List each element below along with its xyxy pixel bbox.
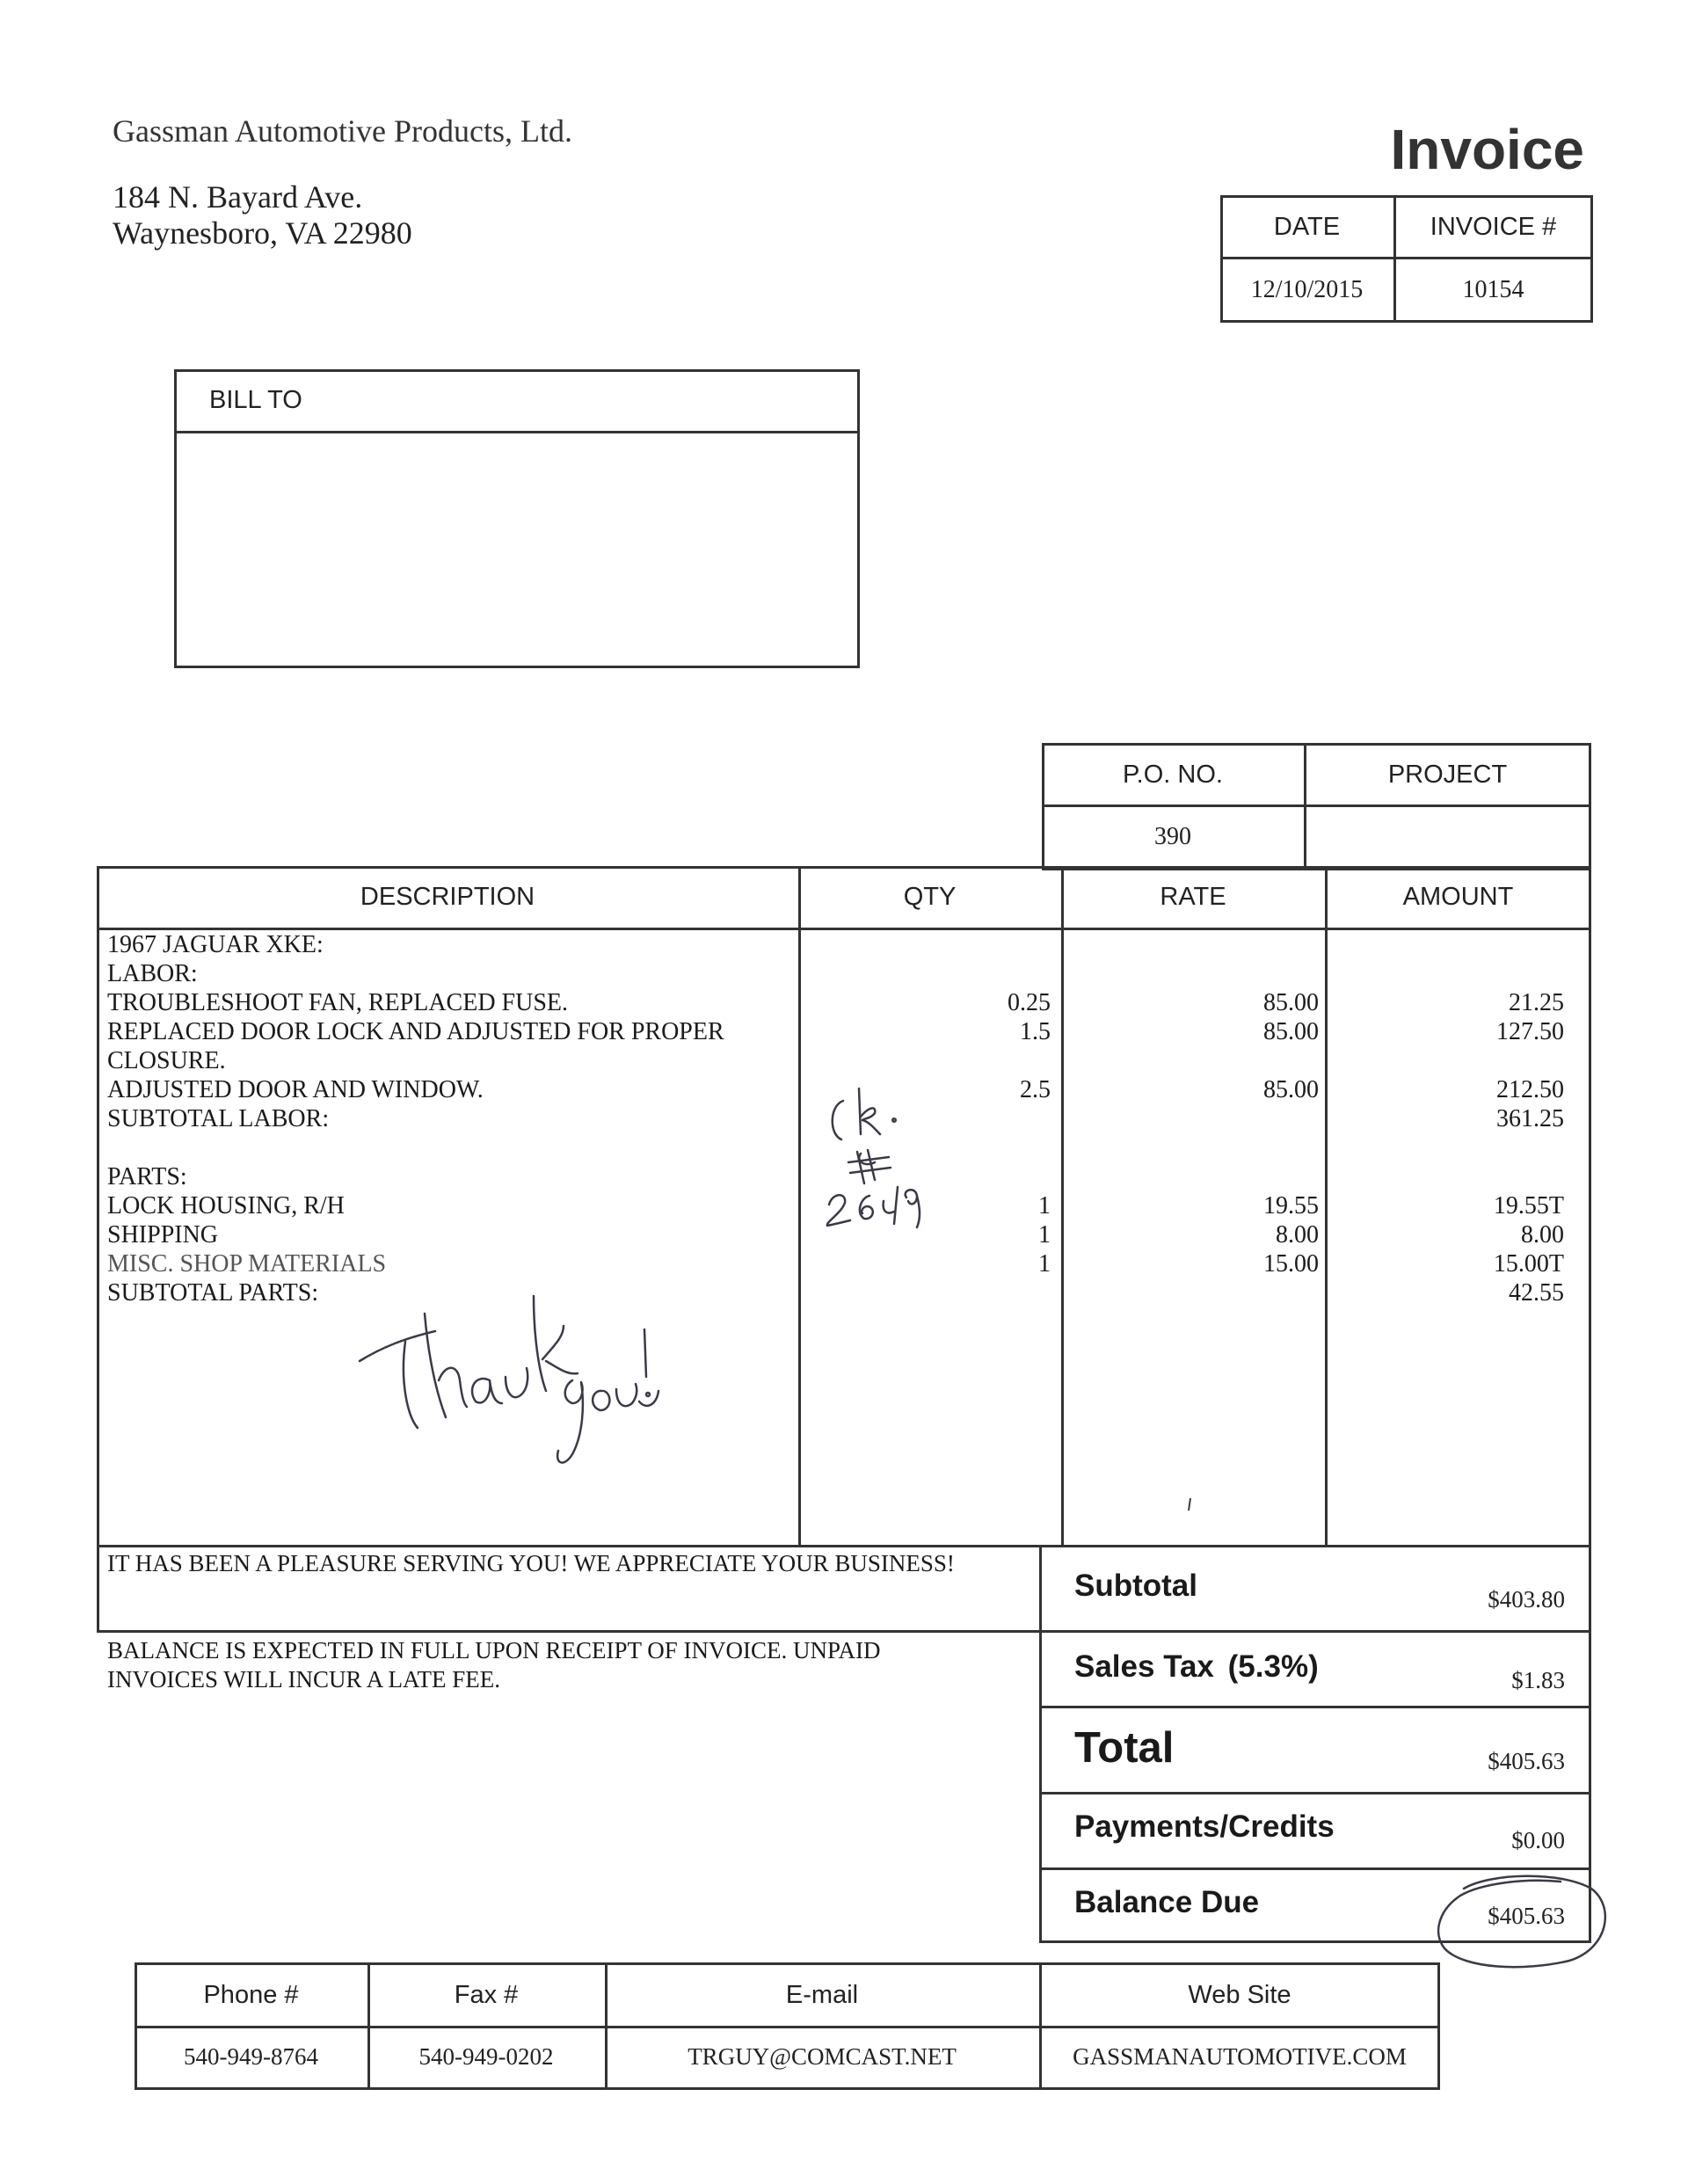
table-row-qty: 1 xyxy=(1038,1192,1051,1219)
table-row-qty: 0.25 xyxy=(1008,989,1051,1016)
website-header: Web Site xyxy=(1188,1981,1291,2009)
table-row-amount: 15.00T xyxy=(1493,1250,1564,1278)
thank-you-message: IT HAS BEEN A PLEASURE SERVING YOU! WE APPRECIATE YOUR BUSINESS! xyxy=(107,1550,955,1576)
balance-due-label: Balance Due xyxy=(1074,1885,1260,1919)
fax-header: Fax # xyxy=(454,1981,519,2009)
total-label: Total xyxy=(1074,1724,1175,1772)
invoice-title: Invoice xyxy=(1390,118,1584,181)
payments-credits-value: $0.00 xyxy=(1511,1827,1565,1853)
table-row-description: LABOR: xyxy=(107,960,198,987)
table-row-amount: 21.25 xyxy=(1509,989,1564,1016)
table-row-qty: 1 xyxy=(1038,1250,1051,1278)
table-row-qty: 1 xyxy=(1038,1221,1051,1249)
table-row-description: 1967 JAGUAR XKE: xyxy=(107,931,324,958)
payment-terms-line-2: INVOICES WILL INCUR A LATE FEE. xyxy=(107,1666,500,1693)
table-row-description: SUBTOTAL PARTS: xyxy=(107,1279,319,1307)
table-row-rate: 85.00 xyxy=(1263,1018,1319,1045)
amount-header: AMOUNT xyxy=(1402,883,1514,911)
company-street: 184 N. Bayard Ave. xyxy=(113,179,363,215)
bill-to-label: BILL TO xyxy=(209,386,302,414)
rate-header: RATE xyxy=(1160,883,1226,911)
project-header: PROJECT xyxy=(1387,761,1508,789)
website-value: GASSMANAUTOMOTIVE.COM xyxy=(1073,2043,1407,2070)
qty-header: QTY xyxy=(903,883,957,911)
payment-terms-line-1: BALANCE IS EXPECTED IN FULL UPON RECEIPT OF INVOICE. UNPAID xyxy=(107,1637,881,1663)
date-header: DATE xyxy=(1273,213,1341,241)
table-row-amount: 42.55 xyxy=(1509,1279,1564,1307)
email-header: E-mail xyxy=(785,1981,859,2009)
company-city: Waynesboro, VA 22980 xyxy=(113,215,412,251)
invoice-number: 10154 xyxy=(1462,276,1524,303)
sales-tax-value: $1.83 xyxy=(1511,1667,1565,1693)
table-row-rate: 19.55 xyxy=(1263,1192,1319,1219)
table-row-amount: 127.50 xyxy=(1496,1018,1564,1045)
table-row-description: TROUBLESHOOT FAN, REPLACED FUSE. xyxy=(107,989,569,1016)
table-row-description: SHIPPING xyxy=(107,1221,219,1249)
subtotal-label: Subtotal xyxy=(1074,1569,1197,1603)
invoice-date: 12/10/2015 xyxy=(1250,276,1364,303)
table-row-rate: 15.00 xyxy=(1263,1250,1319,1278)
payments-credits-label: Payments/Credits xyxy=(1074,1809,1335,1844)
table-row-description: ADJUSTED DOOR AND WINDOW. xyxy=(107,1076,484,1103)
table-row-description: LOCK HOUSING, R/H xyxy=(107,1192,345,1219)
table-row-qty: 2.5 xyxy=(1020,1076,1051,1103)
table-row-amount: 212.50 xyxy=(1496,1076,1564,1103)
table-row-amount: 19.55T xyxy=(1493,1192,1564,1219)
total-value: $405.63 xyxy=(1488,1748,1565,1774)
po-header: P.O. NO. xyxy=(1123,761,1223,789)
fax-value: 540-949-0202 xyxy=(418,2043,554,2070)
table-row-rate: 8.00 xyxy=(1276,1221,1319,1249)
table-row-description: PARTS: xyxy=(107,1163,187,1190)
company-name: Gassman Automotive Products, Ltd. xyxy=(113,113,572,149)
table-row-description: REPLACED DOOR LOCK AND ADJUSTED FOR PROPER xyxy=(107,1018,724,1045)
po-number: 390 xyxy=(1154,823,1191,850)
description-header: DESCRIPTION xyxy=(360,883,535,911)
table-row-qty: 1.5 xyxy=(1020,1018,1051,1045)
table-row-rate: 85.00 xyxy=(1263,989,1319,1016)
balance-due-value: $405.63 xyxy=(1488,1903,1565,1929)
subtotal-value: $403.80 xyxy=(1488,1586,1565,1613)
phone-value: 540-949-8764 xyxy=(184,2043,318,2070)
table-row-rate: 85.00 xyxy=(1263,1076,1319,1103)
table-row-description: CLOSURE. xyxy=(107,1047,226,1074)
sales-tax-label xyxy=(1074,1649,1319,1685)
table-row-amount: 8.00 xyxy=(1521,1221,1564,1249)
sales-tax-rate: (5.3%) xyxy=(1227,1649,1319,1684)
phone-header: Phone # xyxy=(203,1981,299,2009)
table-row-description: MISC. SHOP MATERIALS xyxy=(107,1250,387,1278)
table-row-description: SUBTOTAL LABOR: xyxy=(107,1105,330,1132)
sales-tax-label-text: Sales Tax xyxy=(1074,1649,1214,1684)
table-row-amount: 361.25 xyxy=(1496,1105,1564,1132)
email-value: TRGUY@COMCAST.NET xyxy=(688,2043,957,2070)
invoice-number-header: INVOICE # xyxy=(1430,213,1557,241)
